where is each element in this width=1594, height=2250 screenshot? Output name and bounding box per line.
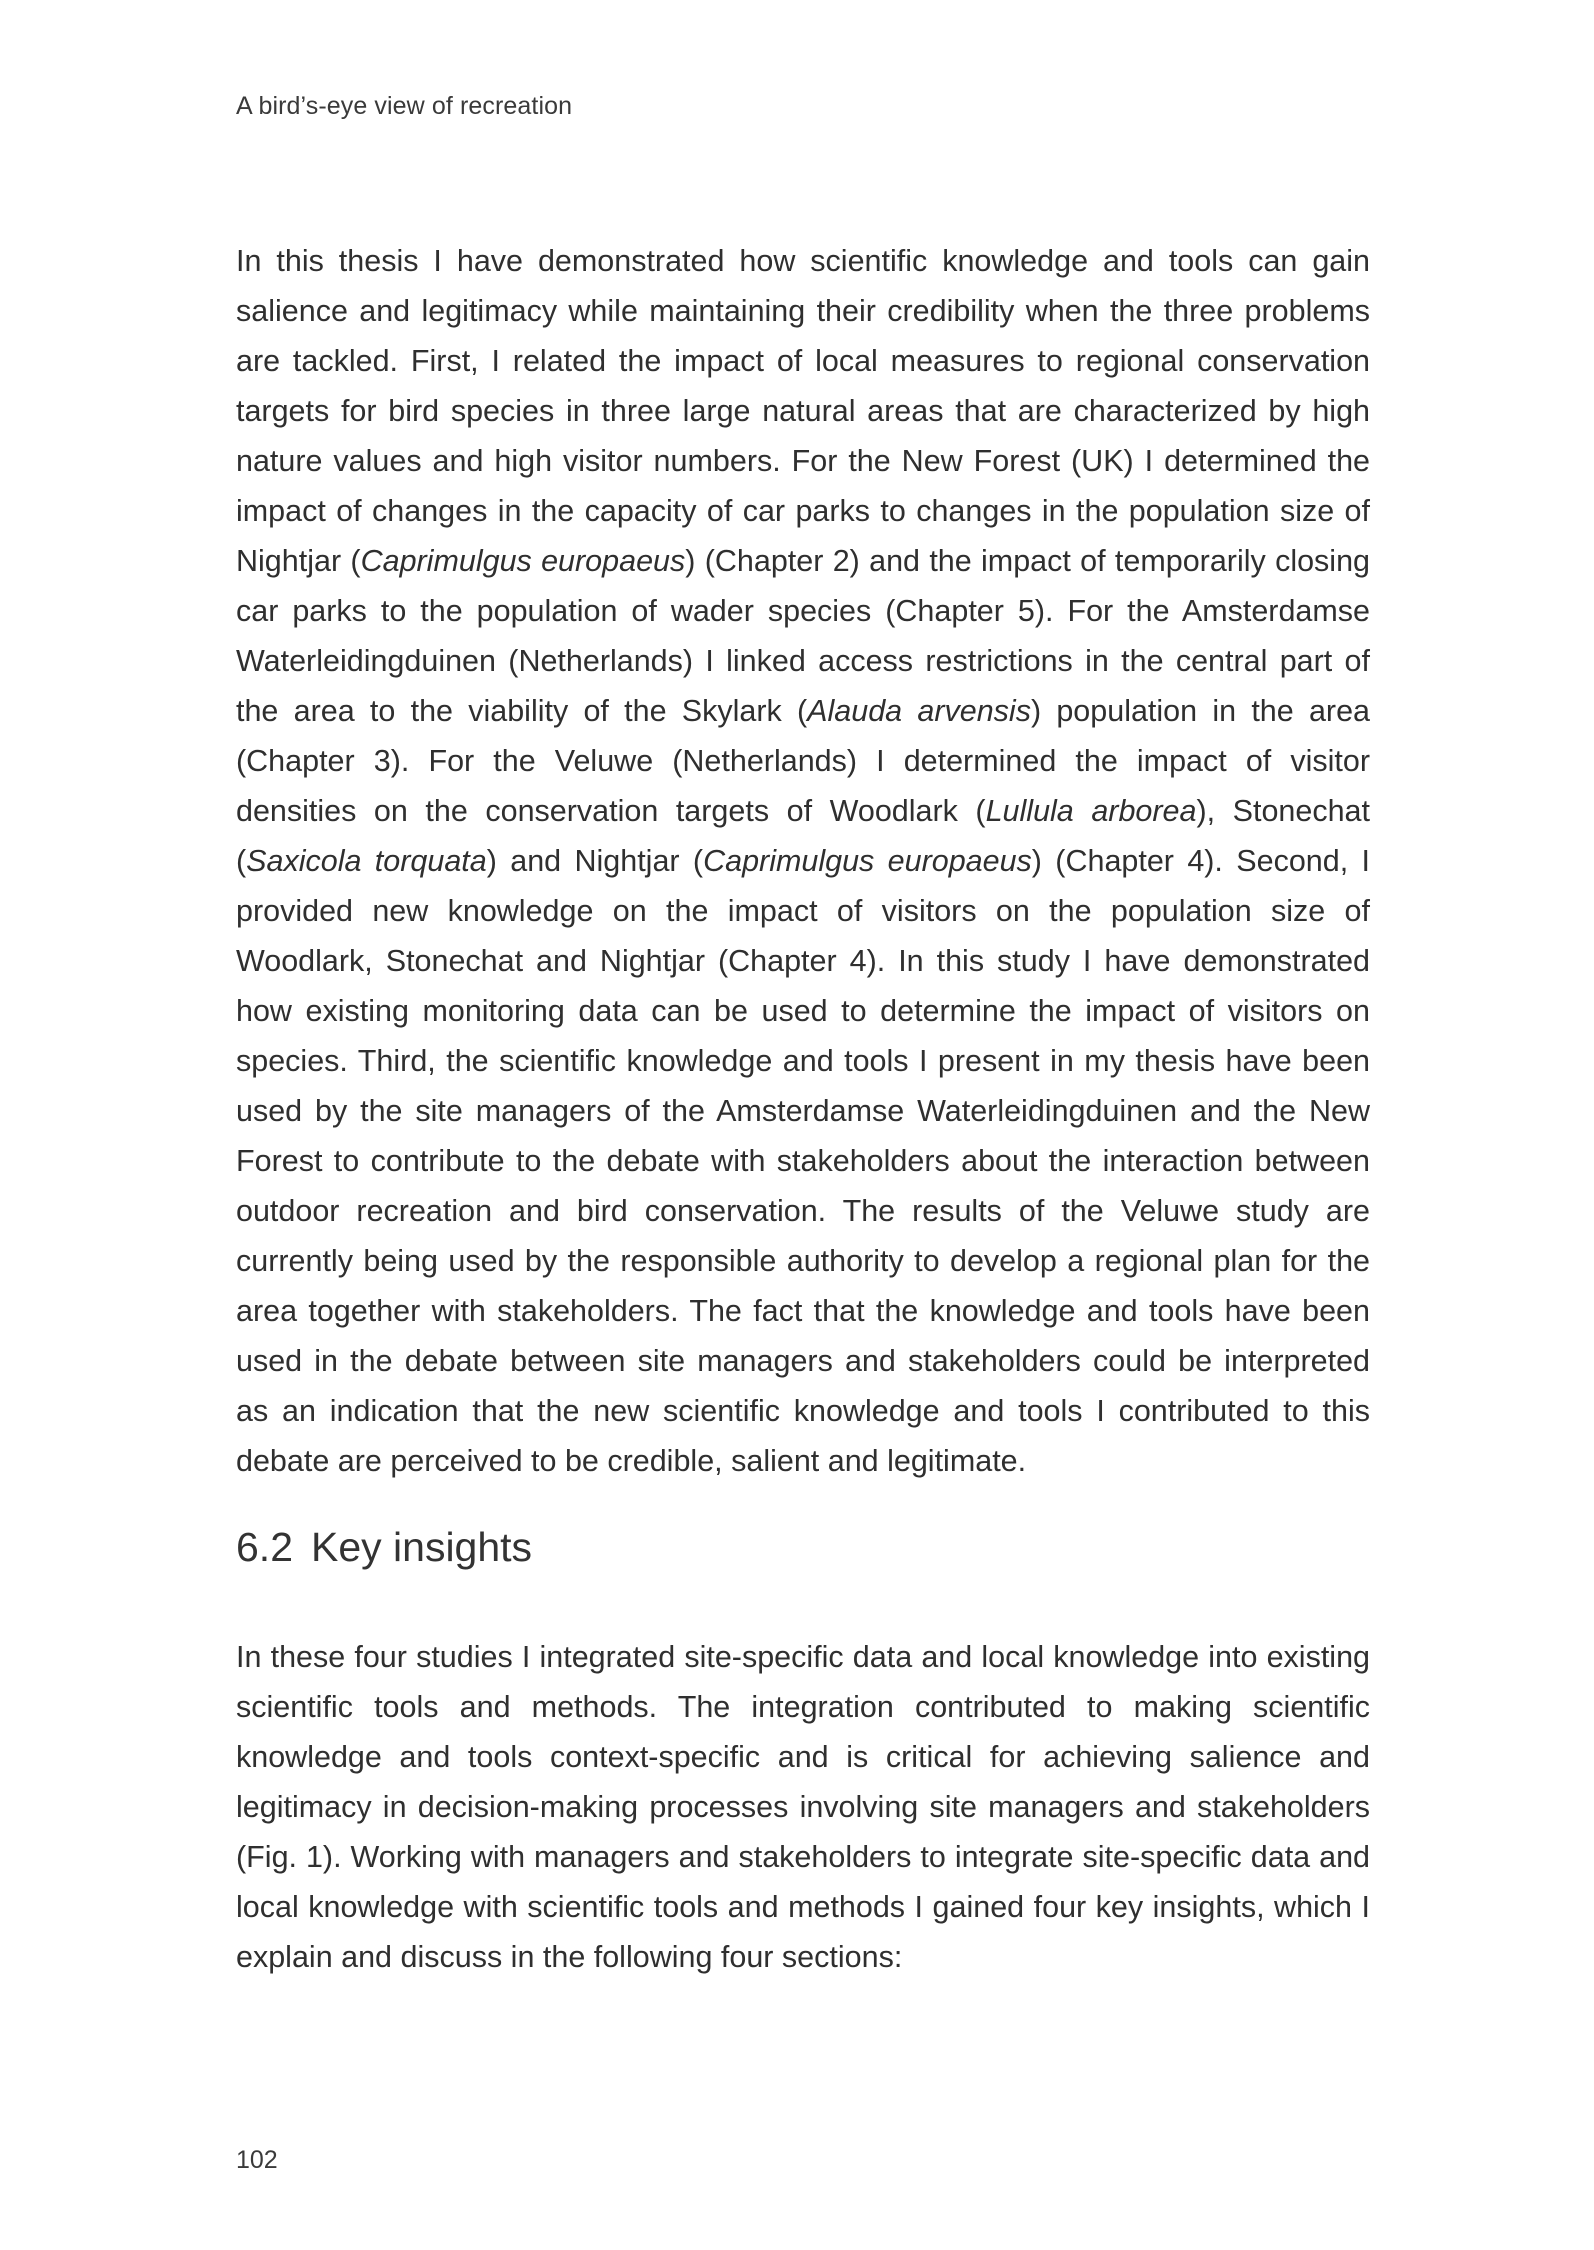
page-number: 102 (236, 2146, 278, 2174)
section-heading (236, 1524, 532, 1571)
species-name: Caprimulgus europaeus (703, 844, 1032, 878)
paragraph-text: ) and Nightjar ( (486, 844, 704, 878)
paragraph-text: ) population in the area (Chapter 3). For the Veluwe (Netherlands) I determined the impact of visitor densities on the conservation targets of Woodlark ( (236, 694, 1371, 828)
paragraph-text: ), Stonechat ( (236, 794, 1370, 878)
body-paragraph-key-insights: In these four studies I integrated site-specific data and local knowledge into existing scientific tools and methods. The integration contributed to making scientific knowledge and tools context-specific and is critical for achieving salience and legitimacy in decision-making processes involving site managers and stakeholders (Fig. 1). Working with managers and stakeholders to integrate site-specific data and local knowledge with scientific tools and methods I gained four key insights, which I explain and discuss in the following four sections: (236, 1640, 1370, 1974)
species-name: Saxicola torquata (246, 844, 487, 878)
body-paragraph-intro (236, 236, 1370, 1486)
paragraph-text: In this thesis I have demonstrated how scientific knowledge and tools can gain salience and legitimacy while maintaining their credibility when the three problems are tackled. First, I related the impact of local measures to regional conservation targets for bird species in three large natural areas that are characterized by high nature values and high visitor numbers. For the New Forest (UK) I determined the impact of changes in the capacity of car parks to changes in the population size of Nightjar ( (236, 244, 1370, 578)
section-title: Key insights (311, 1524, 533, 1570)
species-name: Lullula arborea (985, 794, 1197, 828)
species-name: Alauda arvensis (807, 694, 1031, 728)
paragraph-text: ) (Chapter 4). Second, I provided new knowledge on the impact of visitors on the population size of Woodlark, Stonechat and Nightjar (Chapter 4). In this study I have demonstrated how existing monitoring data can be used to determine the impact of visitors on species. Third, the scientific knowledge and tools I present in my thesis have been used by the site managers of the Amsterdamse Waterleidingduinen and the New Forest to contribute to the debate with stakeholders about the interaction between outdoor recreation and bird conservation. The results of the Veluwe study are currently being used by the responsible authority to develop a regional plan for the area together with stakeholders. The fact that the knowledge and tools have been used in the debate between site managers and stakeholders could be interpreted as an indication that the new scientific knowledge and tools I contributed to this debate are perceived to be credible, salient and legitimate. (236, 844, 1370, 1478)
paragraph-text: ) (Chapter 2) and the impact of temporarily closing car parks to the population of wader species (Chapter 5). For the Amsterdamse Waterleidingduinen (Netherlands) I linked access restrictions in the central part of the area to the viability of the Skylark ( (236, 544, 1371, 728)
section-number: 6.2 (236, 1524, 293, 1570)
running-header: A bird’s-eye view of recreation (236, 92, 573, 120)
species-name: Caprimulgus europaeus (360, 544, 686, 578)
